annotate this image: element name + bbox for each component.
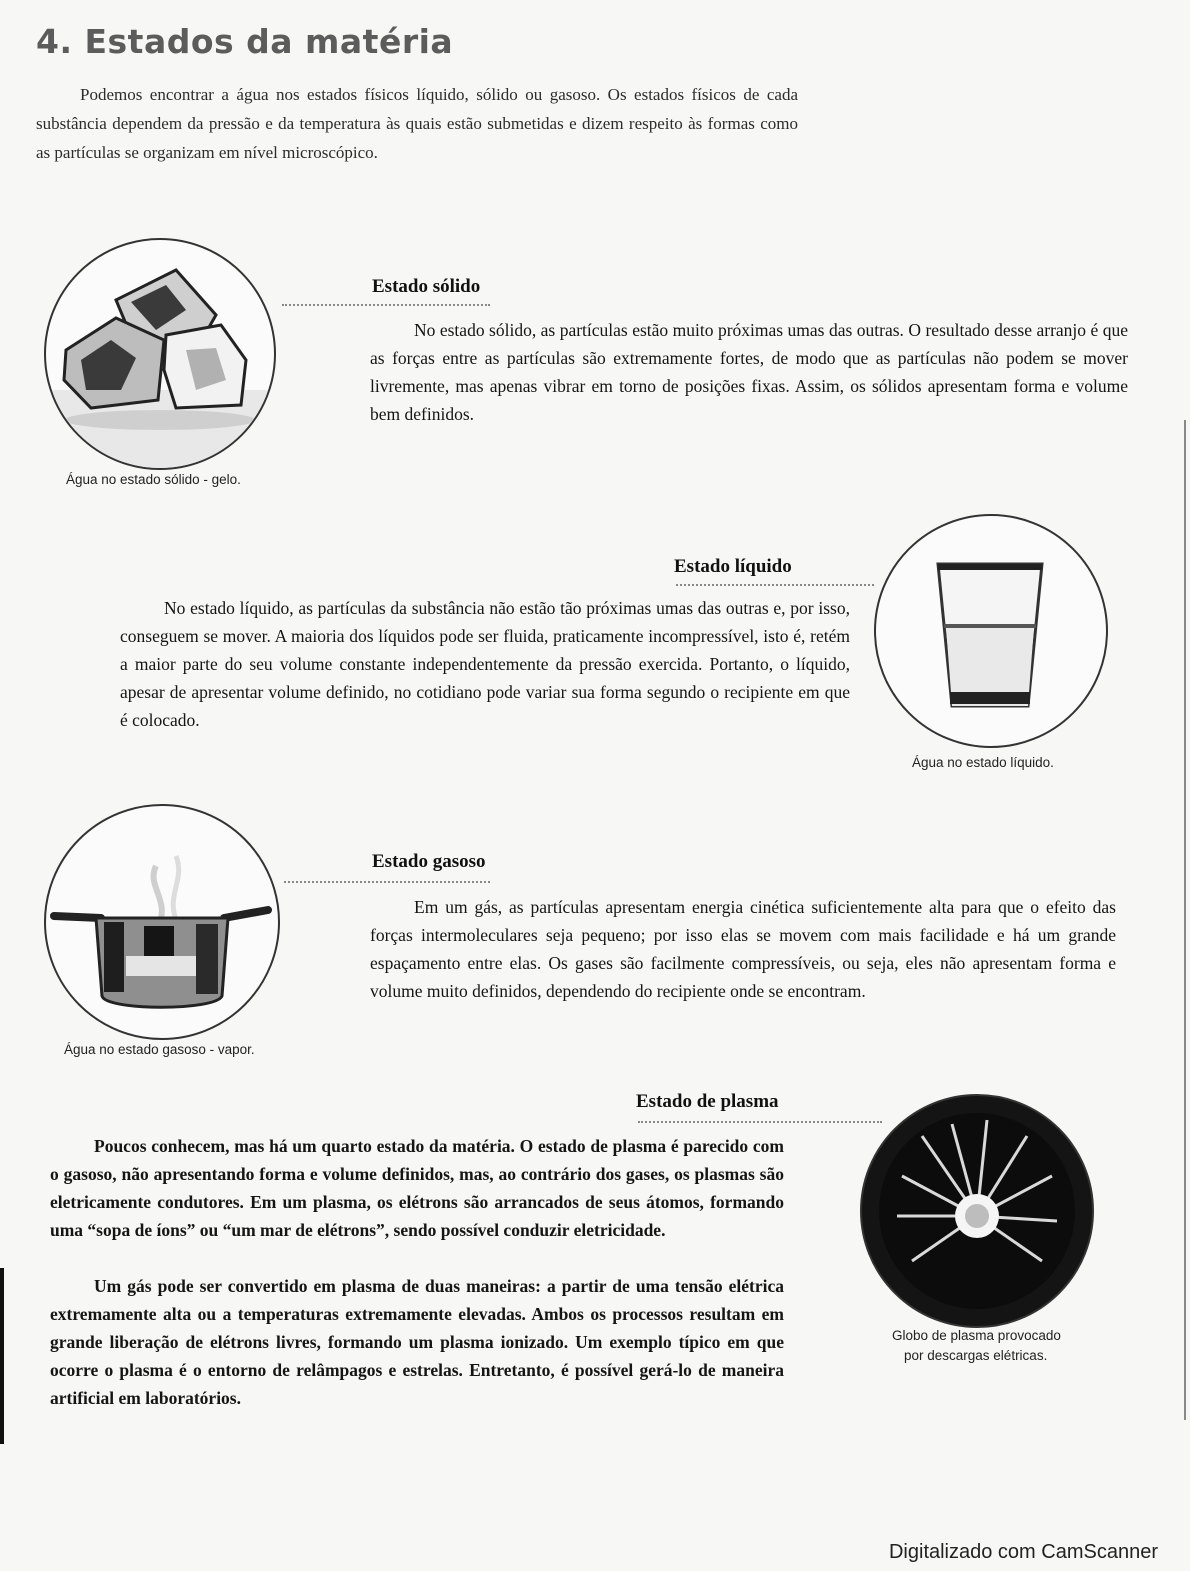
liquid-paragraph: No estado líquido, as partículas da substância não estão tão próximas umas das outras e, por isso, conseguem se mover. A maioria dos líquidos pode ser fluida, praticamente incompressível, isto é, retém a maior parte do seu volume constante independentemente da pressão exercida. Portanto, o líquido, apesar de apresentar volume definido, no cotidiano pode variar sua forma segundo o recipiente em que é colocado.: [120, 598, 850, 730]
plasma-globe-image: [860, 1094, 1094, 1328]
water-glass-image: [874, 514, 1108, 748]
gas-caption: Água no estado gasoso - vapor.: [64, 1042, 255, 1057]
gas-paragraph: Em um gás, as partículas apresentam energia cinética suficientemente alta para que o efeito das forças intermoleculares seja pequeno; por isso elas se movem com mais facilidade e há um grande espaçamento entre elas. Os gases são facilmente compressíveis, ou seja, eles não apresentam forma e volume muito definidos, dependendo do recipiente onde se encontram.: [370, 897, 1116, 1001]
liquid-caption: Água no estado líquido.: [912, 755, 1054, 770]
solid-paragraph: No estado sólido, as partículas estão muito próximas umas das outras. O resultado desse arranjo é que as forças entre as partículas são extremamente fortes, de modo que as partículas não podem se mover livremente, mas apenas vibrar em torno de posições fixas. Assim, os sólidos apresentam forma e volume bem definidos.: [370, 320, 1128, 424]
plasma-caption-line1: Globo de plasma provocado: [892, 1328, 1061, 1343]
plasma-heading: Estado de plasma: [636, 1091, 779, 1112]
gas-heading: Estado gasoso: [372, 851, 486, 872]
page-title: 4. Estados da matéria: [36, 22, 454, 61]
scanner-watermark: Digitalizado com CamScanner: [888, 1541, 1158, 1563]
gas-dotted-leader: [284, 881, 490, 883]
plasma-caption-line2: por descargas elétricas.: [904, 1348, 1048, 1363]
scan-edge-left: [0, 1268, 4, 1444]
steaming-pot-image: [44, 804, 280, 1040]
solid-dotted-leader: [282, 304, 490, 306]
solid-caption: Água no estado sólido - gelo.: [66, 472, 241, 487]
liquid-heading: Estado líquido: [674, 556, 792, 577]
scan-edge-right: [1184, 420, 1186, 1420]
ice-cubes-image: [44, 238, 276, 470]
plasma-paragraph-1: Poucos conhecem, mas há um quarto estado da matéria. O estado de plasma é parecido com o gasoso, não apresentando forma e volume definidos, mas, ao contrário dos gases, os plasmas são eletricamente condutores. Em um plasma, os elétrons são arrancados de seus átomos, formando uma “sopa de íons” ou “um mar de elétrons”, sendo possível conduzir eletricidade.: [50, 1136, 784, 1240]
plasma-paragraph-2: Um gás pode ser convertido em plasma de duas maneiras: a partir de uma tensão elétrica extremamente alta ou a temperaturas extremamente elevadas. Ambos os processos resultam em grande liberação de elétrons livres, formando um plasma ionizado. Um exemplo típico em que ocorre o plasma é o entorno de relâmpagos e estrelas. Entretanto, é possível gerá-lo de maneira artificial em laboratórios.: [50, 1276, 784, 1408]
solid-heading: Estado sólido: [372, 276, 481, 297]
plasma-dotted-leader: [638, 1121, 882, 1123]
liquid-dotted-leader: [676, 584, 874, 586]
intro-paragraph: Podemos encontrar a água nos estados físicos líquido, sólido ou gasoso. Os estados físicos de cada substância dependem da pressão e da temperatura às quais estão submetidas e dizem respeito às formas como as partículas se organizam em nível microscópico.: [36, 85, 798, 162]
